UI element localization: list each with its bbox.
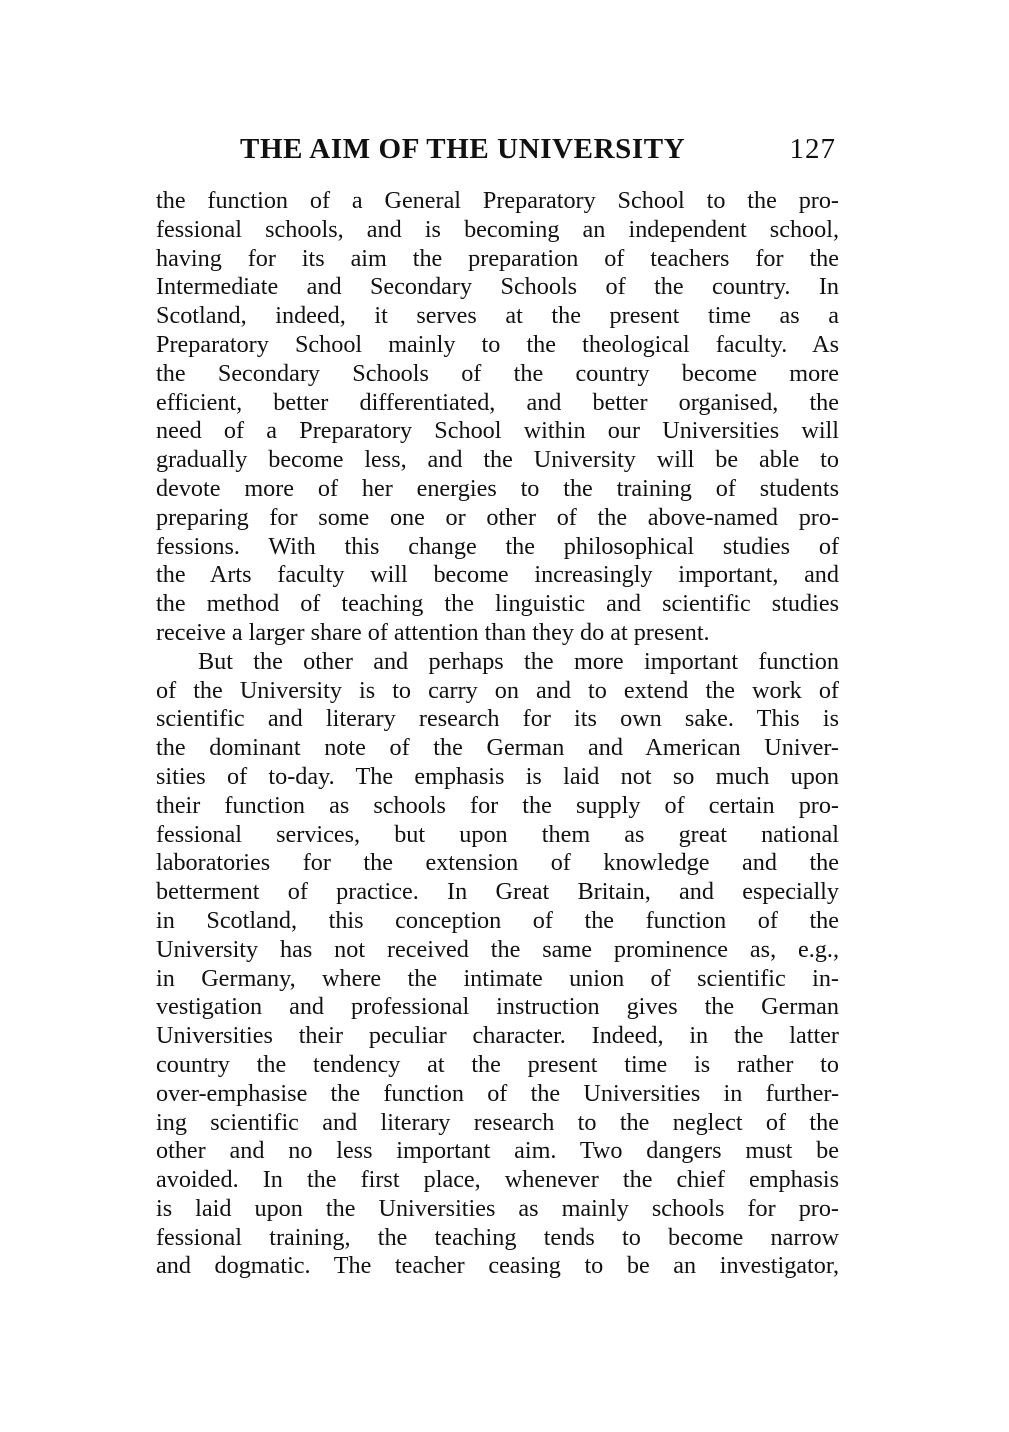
text-line: in Scotland, this conception of the function of the [156, 906, 839, 934]
text-line: sities of to-day. The emphasis is laid not so much upon [156, 762, 839, 790]
text-line: vestigation and professional instruction gives the German [156, 993, 839, 1021]
text-line: fessions. With this change the philosophical studies of [156, 532, 839, 560]
text-line: the dominant note of the German and American Univer- [156, 734, 839, 762]
text-line: Universities their peculiar character. Indeed, in the latter [156, 1022, 839, 1050]
text-line: the function of a General Preparatory School to the pro- [156, 187, 839, 214]
text-line: fessional services, but upon them as great national [156, 820, 839, 848]
text-line: the Arts faculty will become increasingly important, and [156, 561, 839, 589]
text-line: laboratories for the extension of knowledge and the [156, 849, 839, 877]
text-line: fessional schools, and is becoming an independent school, [156, 215, 839, 243]
text-line: in Germany, where the intimate union of scientific in- [156, 964, 839, 992]
text-line: Intermediate and Secondary Schools of the country. In [156, 273, 839, 301]
text-line: their function as schools for the supply of certain pro- [156, 791, 839, 819]
text-line: efficient, better differentiated, and better organised, the [156, 388, 839, 416]
text-line: scientific and literary research for its own sake. This is [156, 705, 839, 733]
text-line: Preparatory School mainly to the theological faculty. As [156, 330, 839, 358]
text-line: devote more of her energies to the training of students [156, 474, 839, 502]
text-line: over-emphasise the function of the Universities in further- [156, 1079, 839, 1107]
text-line: having for its aim the preparation of teachers for the [156, 244, 839, 272]
text-line: University has not received the same prominence as, e.g., [156, 935, 839, 963]
text-line: Scotland, indeed, it serves at the present time as a [156, 302, 839, 330]
text-line: fessional training, the teaching tends to become narrow [156, 1223, 839, 1251]
text-line: country the tendency at the present time is rather to [156, 1050, 839, 1078]
paragraph-end-line: receive a larger share of attention than they do at present. [156, 618, 710, 646]
text-line: betterment of practice. In Great Britain, and especially [156, 878, 839, 906]
running-head [240, 133, 840, 167]
text-line: other and no less important aim. Two dangers must be [156, 1137, 839, 1165]
text-line: gradually become less, and the University will be able to [156, 446, 839, 474]
running-title: THE AIM OF THE UNIVERSITY [240, 133, 686, 165]
text-line: ing scientific and literary research to the neglect of the [156, 1108, 839, 1136]
text-line: preparing for some one or other of the above-named pro- [156, 503, 839, 531]
text-line: need of a Preparatory School within our Universities will [156, 417, 839, 445]
text-line: the Secondary Schools of the country become more [156, 359, 839, 387]
paragraph-start-line: But the other and perhaps the more important function [198, 647, 839, 675]
body-text [156, 187, 839, 1281]
text-line: the method of teaching the linguistic and scientific studies [156, 590, 839, 618]
page-number: 127 [789, 133, 836, 165]
text-line: is laid upon the Universities as mainly schools for pro- [156, 1194, 839, 1222]
text-line: avoided. In the first place, whenever the chief emphasis [156, 1166, 839, 1194]
text-line: of the University is to carry on and to extend the work of [156, 676, 839, 704]
text-line: and dogmatic. The teacher ceasing to be an investigator, [156, 1252, 839, 1280]
